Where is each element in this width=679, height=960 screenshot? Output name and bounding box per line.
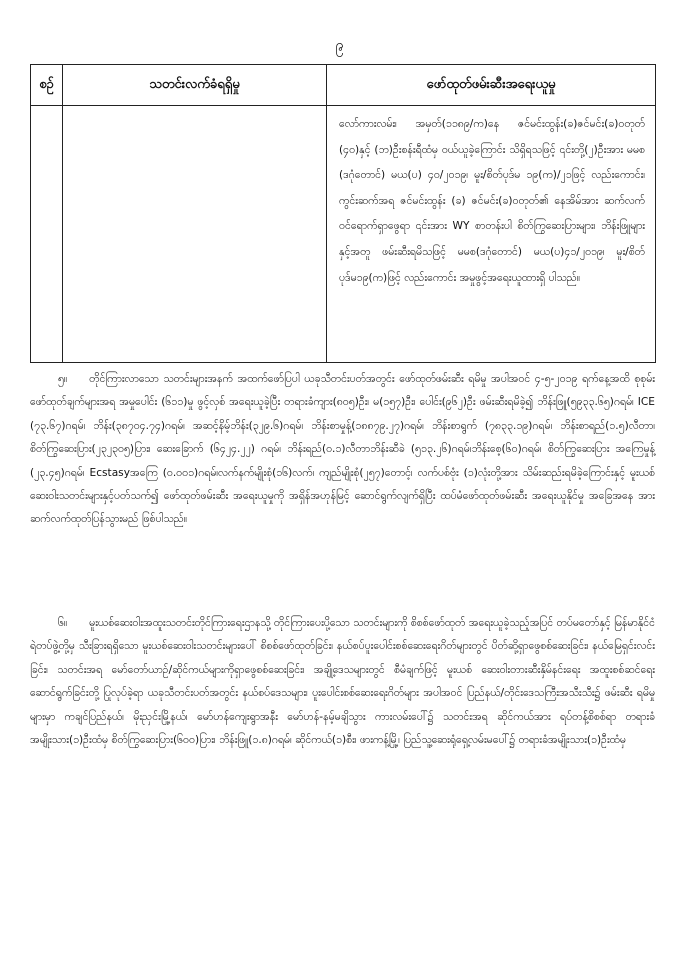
header-serial: စဉ် <box>31 65 63 106</box>
paragraph-6-number: ၆။ <box>58 617 68 629</box>
table-row <box>31 106 656 363</box>
page-number: ၉ <box>335 36 344 54</box>
paragraph-6 <box>30 612 655 752</box>
report-table <box>30 64 656 363</box>
cell-action-taken: လော်ကားလမ်း၊ အမှတ်(၁၁၈၉/က)နေ ဇင်မင်းထွန်း(ခ)ဇင်မင်း(ခ)၀တုတ် (၄၀)နှင့် (ဘ)ဦးစန်းရီထံမှ ဝယ်ယူခဲ့ကြောင်း သိရှိရသဖြင့် ၎င်းတို့(၂)ဦးအား မမစ (ဒဂုံတောင်) မယ(ပ) ၄၀/၂၀၁၉၊ မူး/စိတ်ပုဒ်မ ၁၉(က)/၂၁ဖြင့် လည်းကောင်း၊ ကွင်းဆက်အရ ဇင်မင်းထွန်း (ခ) ဇင်မင်း(ခ)၀တုတ်၏ နေအိမ်အား ဆက်လက် ဝင်ရောက်ရှာဖွေရာ ၎င်းအား WY စာတန်းပါ စိတ်ကြွဆေးပြားများ၊ ဘိန်းဖြူများနှင့်အတူ ဖမ်းဆီးရမိသဖြင့် မမစ(ဒဂုံတောင်) မယ(ပ)၄၁/၂၀၁၉၊ မူး/စိတ်ပုဒ်မ၁၉(က)ဖြင့် လည်းကောင်း အမှုဖွင့်အရေးယူထားရှိ ပါသည်။ <box>327 106 656 363</box>
header-information-received: သတင်းလက်ခံရရှိမှု <box>63 65 327 106</box>
paragraph-5-text: တိုင်ကြားလာသော သတင်းများအနက် အထက်ဖော်ပြပါ ယခုသီတင်းပတ်အတွင်း ဖော်ထုတ်ဖမ်းဆီး ရမိမှု အပါအဝင် ၄-၅-၂၀၁၉ ရက်နေ့အထိ စုစုမ်းဖော်ထုတ်ချက်များအရ အမှုပေါင်း (၆၁၁)မှု ဖွင့်လှစ် အရေးယူခဲ့ပြီး တရားခံကျား(၈၀၅)ဦး၊ မ(၁၅၇)ဦး၊ ပေါင်း(၉၆၂)ဦး ဖမ်းဆီးရမိခဲ့၍ ဘိန်းဖြူ(၅၉၃၃.၆၅)ဂရမ်၊ ICE (၇၃.၆၇)ဂရမ်၊ ဘိန်း(၃၈၇၀၄.၇၄)ဂရမ်၊ အဆင့်နိမ့်ဘိန်း(၃၂၉.၆)ဂရမ်၊ ဘိန်းစာမှုန့်(၁၈၈၇၉.၂၇)ဂရမ်၊ ဘိန်းစာရွက် (၇၈၃၃.၁၉)ဂရမ်၊ ဘိန်းစာရည်(၁.၅)လီတာ၊ စိတ်ကြွဆေးပြား(၂၃၂၃၀၅)ပြား၊ ဆေးခြောက် (၆၄၂၄.၂၂) ဂရမ်၊ ဘိန်းရည်(၀.၁)လီတာဘိန်းဆီခဲ (၅၁၃.၂၆)ဂရမ်၊ဘိန်းစေ့(၆၀)ဂရမ်၊ စိတ်ကြွဆေးပြား အကြေမှုန့် (၂၃.၄၅)ဂရမ်၊ Ecstasyအကြေ (၀.၀၀၁)ဂရမ်၊လက်နက်မျိုးစုံ(၁၆)လက်၊ ကျည်မျိုးစုံ(၂၅၇)တောင့်၊ လက်ပစ်ဗုံး (၁)လုံးတို့အား သိမ်းဆည်းရမိခဲ့ကြောင်းနှင့် မူးယစ်ဆေးဝါးသတင်းများနှင့်ပတ်သက်၍ ဖော်ထုတ်ဖမ်းဆီး အရေးယူမှုကို အရှိန်အဟုန်မြင့် ဆောင်ရွက်လျက်ရှိပြီး ထပ်မံဖော်ထုတ်ဖမ်းဆီး အရေးယူနိုင်မှု အခြေအနေ အား ဆက်လက်ထုတ်ပြန်သွားမည် ဖြစ်ပါသည်။ <box>30 373 655 526</box>
table-header-row <box>31 65 656 106</box>
paragraph-5-number: ၅။ <box>58 373 68 385</box>
cell-information-received <box>63 106 327 363</box>
header-action-taken: ဖော်ထုတ်ဖမ်းဆီးအရေးယူမှု <box>327 65 656 106</box>
paragraph-5 <box>30 368 655 532</box>
paragraph-6-text: မူးယစ်ဆေးဝါးအထူးသတင်းတိုင်ကြားရေးဌာနသို့ တိုင်ကြားပေးပို့သော သတင်းများကို စိစစ်ဖော်ထုတ် အရေးယူခဲ့သည့်အပြင် တပ်မတော်နှင့် မြန်မာနိုင်ငံရဲတပ်ဖွဲ့တို့မှ သီးခြားရရှိသော မူးယစ်ဆေးဝါးသတင်းများပေါ် စိစစ်ဖော်ထုတ်ခြင်း၊ နယ်စပ်ပူးပေါင်းစစ်ဆေးရေးဂိတ်များတွင် ပိတ်ဆို့ရှာဖွေစစ်ဆေးခြင်း၊ နယ်မြေရှင်းလင်းခြင်း၊ သတင်းအရ မော်တော်ယာဉ်/ဆိုင်ကယ်များကိုရှာဖွေစစ်ဆေးခြင်း၊ အချို့ဒေသများတွင် စီမံချက်ဖြင့် မူးယစ် ဆေးဝါးတားဆီးနှိမ်နင်းရေး အထူးစစ်ဆင်ရေးဆောင်ရွက်ခြင်းတို့ ပြုလုပ်ခဲ့ရာ ယခုသီတင်းပတ်အတွင်း နယ်စပ်ဒေသများ၊ ပူးပေါင်းစစ်ဆေးရေးဂိတ်များ အပါအဝင် ပြည်နယ်/တိုင်းဒေသကြီးအသီးသီး၌ ဖမ်းဆီး ရမိမှုများမှာ ကချင်ပြည်နယ်၊ မိုးညှင်းမြို့နယ်၊ မော်ဟန်ကျေးရွာအနီး မော်ဟန်-နမ့်မချိသွား ကားလမ်းပေါ်၌ သတင်းအရ ဆိုင်ကယ်အား ရပ်တန့်စိစစ်ရာ တရားခံအမျိုးသား(၁)ဦးထံမှ စိတ်ကြွဆေးပြား(၆၀၀)ပြား၊ ဘိန်းဖြူ(၁.၈)ဂရမ်၊ ဆိုင်ကယ်(၁)စီး၊ ဖားကန့်မြို့၊ ပြည်သူ့ဆေးရုံရှေ့လမ်းမပေါ်၌ တရားခံအမျိုးသား(၁)ဦးထံမှ <box>30 617 655 747</box>
cell-serial <box>31 106 63 363</box>
